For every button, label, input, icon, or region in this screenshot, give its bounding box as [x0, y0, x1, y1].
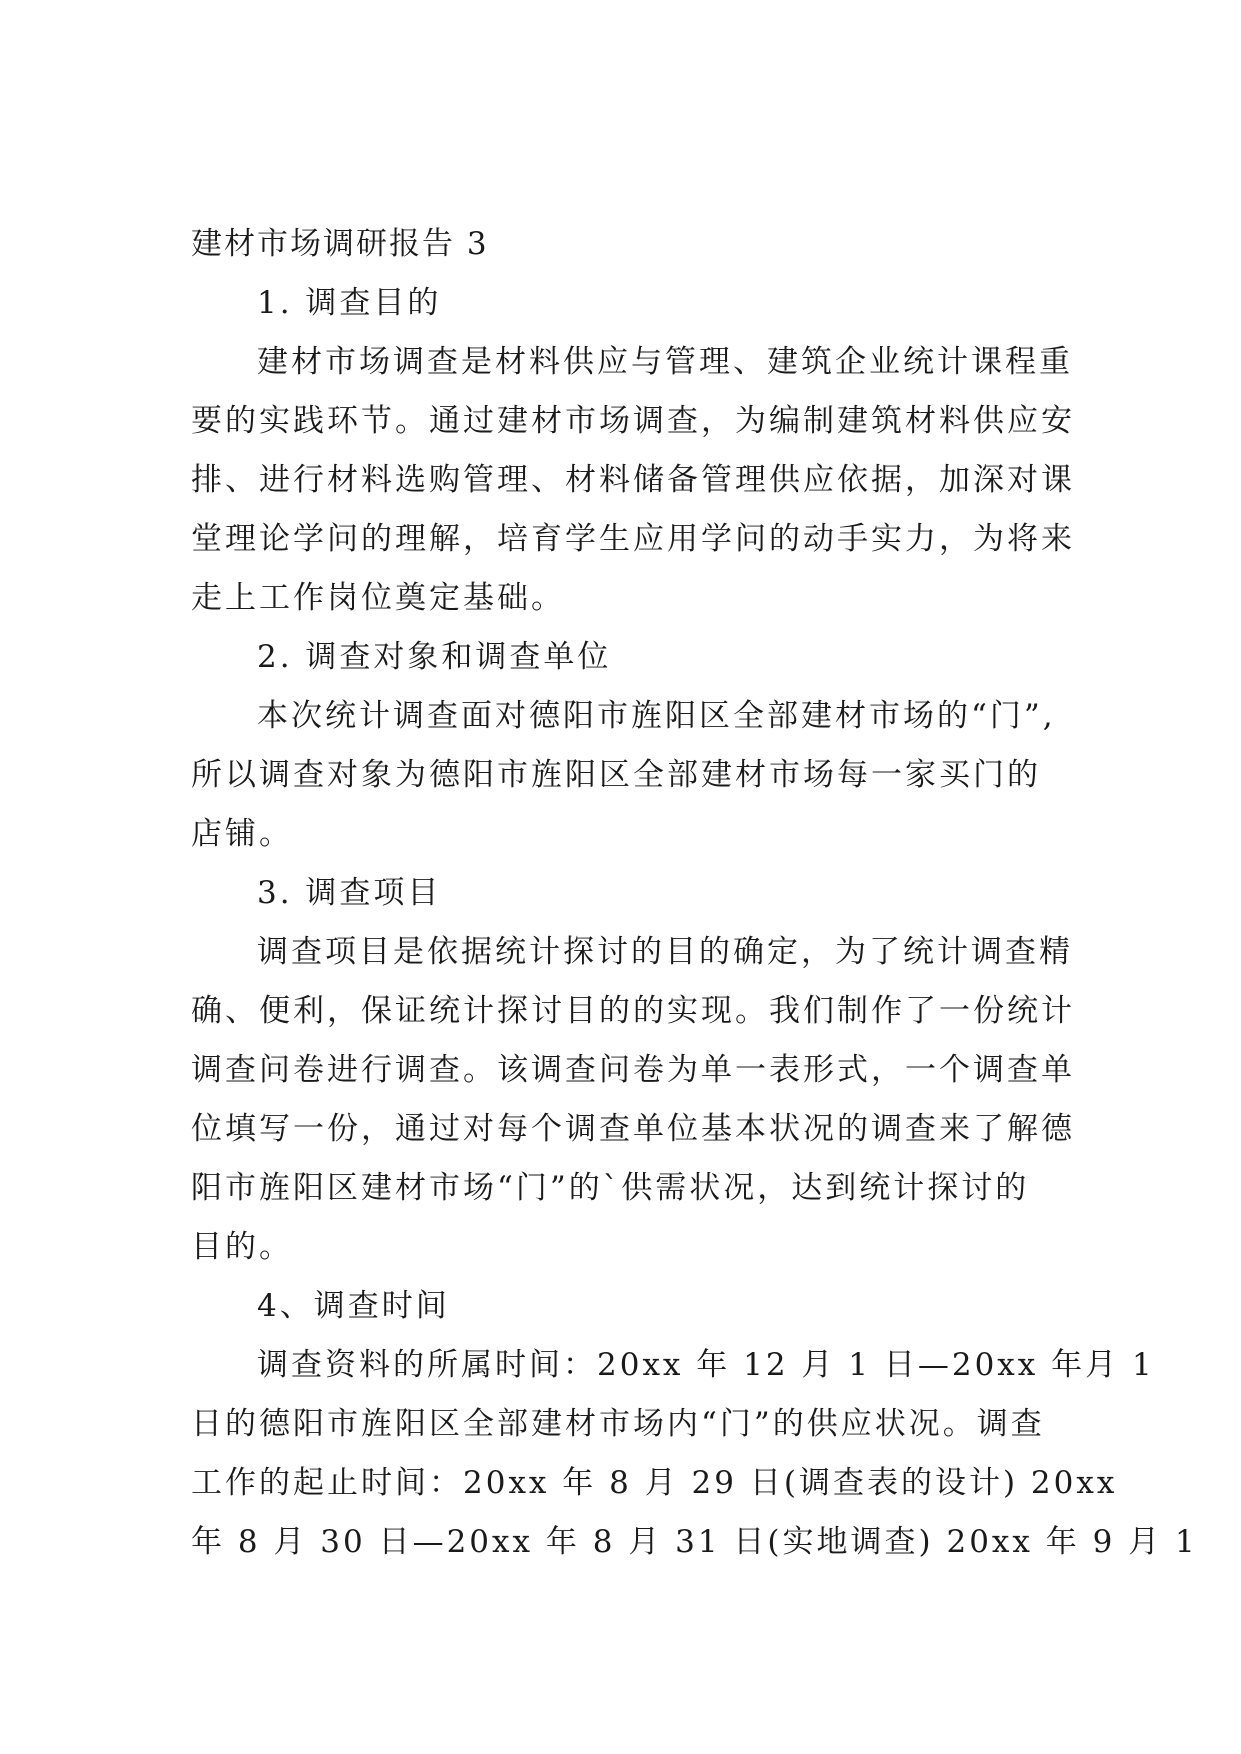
text-line: 堂理论学问的理解，培育学生应用学问的动手实力，为将来	[191, 521, 1075, 557]
text-line: 调查项目是依据统计探讨的目的确定，为了统计调查精	[257, 934, 1073, 970]
text-line: 走上工作岗位奠定基础。	[191, 580, 565, 616]
text-line: 位填写一份，通过对每个调查单位基本状况的调查来了解德	[191, 1111, 1075, 1147]
text-line: 调查问卷进行调查。该调查问卷为单一表形式，一个调查单	[191, 1052, 1075, 1088]
text-line: 年 8 月 30 日—20xx 年 8 月 31 日(实地调查) 20xx 年 9 月 1	[191, 1524, 1198, 1560]
text-line: 工作的起止时间：20xx 年 8 月 29 日(调查表的设计) 20xx	[191, 1465, 1118, 1501]
text-line: 目的。	[191, 1229, 293, 1265]
text-line: 4、调查时间	[257, 1288, 450, 1324]
text-line: 本次统计调查面对德阳市旌阳区全部建材市场的“门”,	[257, 698, 1056, 734]
text-line: 调查资料的所属时间：20xx 年 12 月 1 日—20xx 年月 1	[257, 1347, 1155, 1383]
text-line: 排、进行材料选购管理、材料储备管理供应依据，加深对课	[191, 462, 1075, 498]
document-title: 建材市场调研报告 3	[191, 226, 489, 262]
text-line: 3. 调查项目	[257, 875, 442, 911]
text-line: 2. 调查对象和调查单位	[257, 639, 612, 675]
text-line: 确、便利，保证统计探讨目的的实现。我们制作了一份统计	[191, 993, 1075, 1029]
text-line: 日的德阳市旌阳区全部建材市场内“门”的供应状况。调查	[191, 1406, 1045, 1442]
text-line: 所以调查对象为德阳市旌阳区全部建材市场每一家买门的	[191, 757, 1041, 793]
document-text	[191, 274, 1198, 1572]
text-line: 阳市旌阳区建材市场“门”的`供需状况，达到统计探讨的	[191, 1170, 1030, 1206]
text-line: 要的实践环节。通过建材市场调查，为编制建筑材料供应安	[191, 403, 1075, 439]
text-line: 1. 调查目的	[257, 285, 442, 321]
document-body	[191, 215, 1198, 1572]
text-line: 店铺。	[191, 816, 293, 852]
text-line: 建材市场调查是材料供应与管理、建筑企业统计课程重	[257, 344, 1073, 380]
